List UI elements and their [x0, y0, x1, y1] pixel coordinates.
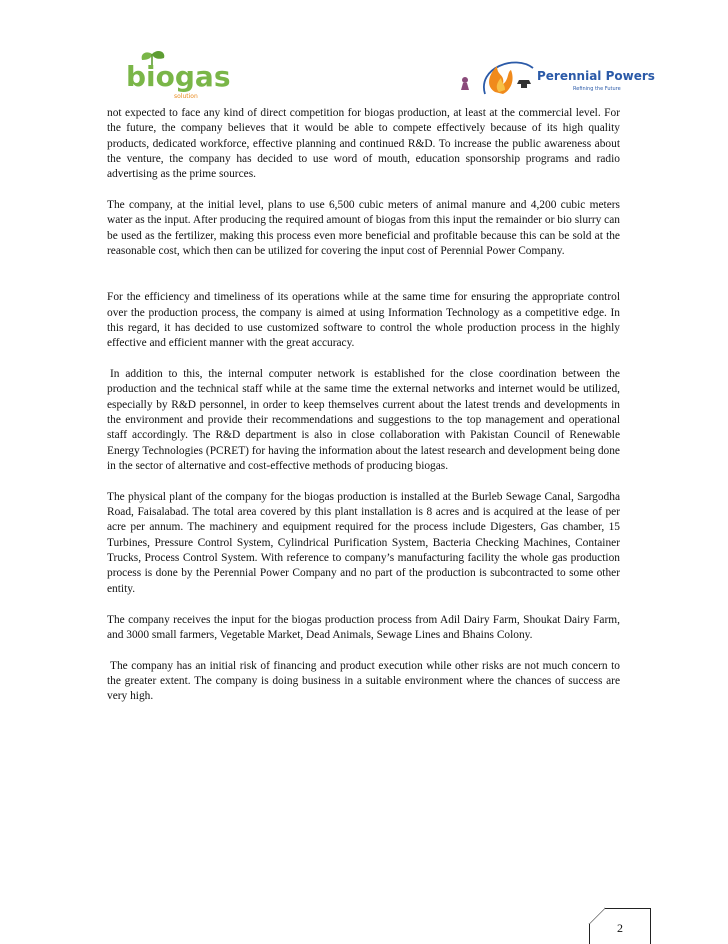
biogas-logo-text: biogas	[126, 60, 231, 93]
perennial-logo-text: Perennial Powers	[537, 69, 655, 83]
page-corner-fold-icon	[589, 908, 605, 924]
paragraph-input-sources: The company receives the input for the biogas production process from Adil Dairy Farm, Shoukat Dairy Farm, and 3000 small farmers, Vegetable Market, Dead Animals, Sewage Lines and Bhains Colony.	[107, 613, 620, 641]
document-body	[107, 106, 620, 720]
paragraph-computer-network: In addition to this, the internal computer network is established for the close coordination between the production and the technical staff while at the same time the external networks and internet would be utilized, especially by R&D personnel, in order to keep themselves current about the latest trends and developments in the environment and provide their recommendations and suggestions to the top management and operational staff accordingly. The R&D department is also in close collaboration with Pakistan Council of Renewable Energy Technologies (PCRET) for having the information about the latest research and development being done in the sector of alternative and cost-effective methods of producing biogas.	[107, 367, 620, 472]
paragraph-physical-plant: The physical plant of the company for the biogas production is installed at the Burleb Sewage Canal, Sargodha Road, Faisalabad. The total area covered by this plant installation is 8 acres and is acquired at the lease of per acre per annum. The machinery and equipment required for the process include Digesters, Gas chamber, 15 Turbines, Pressure Control System, Cylindrical Purification System, Bacteria Checking Machines, Container Trucks, Process Control System. With reference to company’s manufacturing facility the whole gas production process is done by the Perennial Power Company and no part of the production is subcontracted to some other entity.	[107, 490, 620, 595]
paragraph-input: The company, at the initial level, plans to use 6,500 cubic meters of animal manure and 4,200 cubic meters water as the input. After producing the required amount of biogas from this input the remainder or bio slurry can be used as the fertilizer, making this process even more beneficial and profitable because this can be sold at the reasonable cost, which then can be utilized for covering the input cost of Perennial Power Company.	[107, 199, 620, 258]
perennial-powers-logo	[455, 50, 655, 100]
biogas-logo	[122, 48, 231, 104]
biogas-logo-subtext: solution	[174, 93, 198, 100]
paragraph-information-technology: For the efficiency and timeliness of its operations while at the same time for ensuring the appropriate control over the production process, the company is aimed at using Information Technology as a competitive edge. In this regard, it has decided to use customized software to control the whole production process in the highly effective and efficient manner with the great accuracy.	[107, 291, 620, 350]
perennial-logo-tagline: Refining the Future	[573, 86, 621, 92]
page-number: 2	[617, 921, 623, 935]
paragraph-competition: not expected to face any kind of direct competition for biogas production, at least at the commercial level. For the future, the company believes that it would be able to compete effectively because of its high quality products, dedicated workforce, effective planning and continued R&D. To increase the public awareness about the venture, the company has decided to use word of mouth, education sponsorship programs and radio advertising as the prime sources.	[107, 107, 620, 181]
paragraph-risks: The company has an initial risk of financing and product execution while other risks are not much concern to the greater extent. The company is doing business in a suitable environment where the chances of success are very high.	[107, 659, 620, 703]
